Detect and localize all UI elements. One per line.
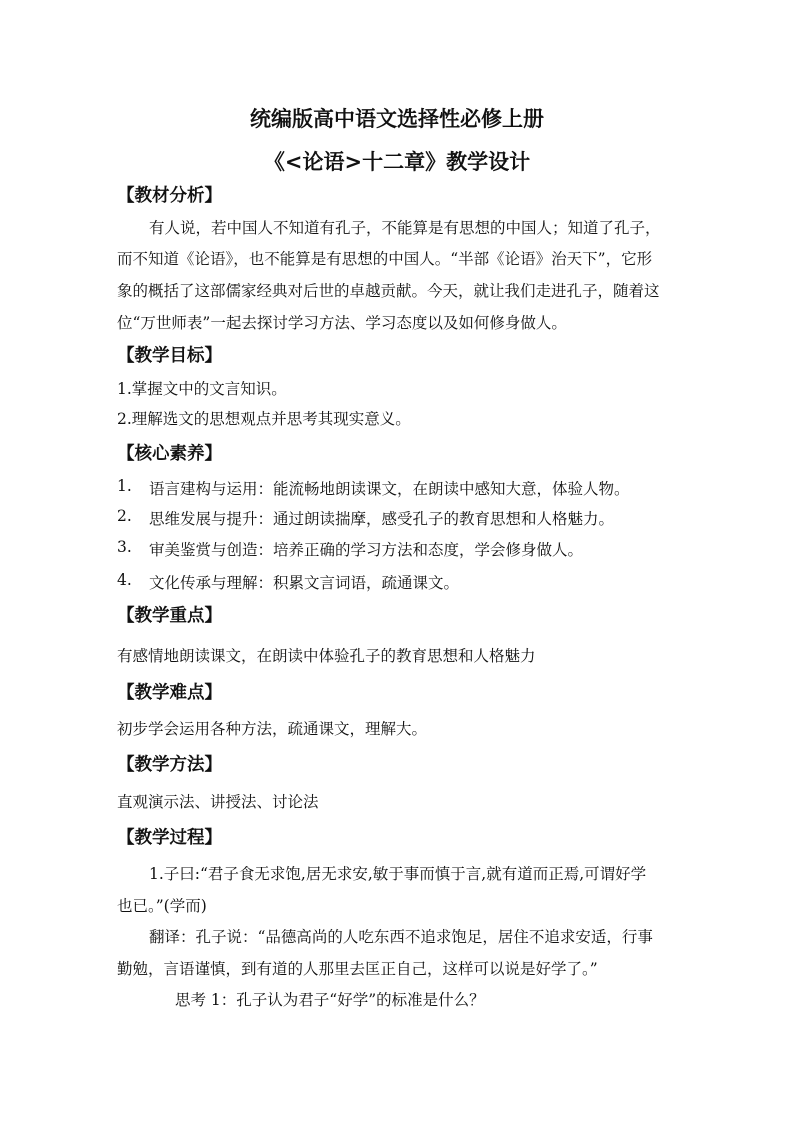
translation-line-1: 翻译：孔子说：“品德高尚的人吃东西不追求饱足，居住不追求安适，行事 [149,928,653,946]
quote-line-1: 1.子曰:“君子食无求饱,居无求安,敏于事而慎于言,就有道而正焉,可谓好学 [149,865,647,883]
analysis-line-3: 象的概括了这部儒家经典对后世的卓越贡献。今天，就让我们走进孔子，随着这 [117,282,660,300]
translation-line-2: 勤勉，言语谨慎，到有道的人那里去匡正自己，这样可以说是好学了。” [117,960,598,978]
section-heading-literacy: 【核心素养】 [117,444,222,464]
literacy-item-2-number: 2. [117,507,132,525]
literacy-item-3-text: 审美鉴赏与创造：培养正确的学习方法和态度，学会修身做人。 [149,541,584,559]
section-heading-key-points: 【教学重点】 [117,606,222,626]
document-title: 统编版高中语文选择性必修上册 [250,107,544,131]
section-heading-process: 【教学过程】 [117,828,222,848]
goal-item-1: 1.掌握文中的文言知识。 [117,380,287,398]
difficulties-text: 初步学会运用各种方法，疏通课文，理解大。 [117,720,428,738]
think-question-1: 思考 1：孔子认为君子“好学”的标准是什么？ [175,991,485,1009]
quote-line-2: 也已。”(学而) [117,897,207,915]
literacy-item-4-text: 文化传承与理解：积累文言词语，疏通课文。 [149,574,460,592]
key-points-text: 有感情地朗读课文，在朗读中体验孔子的教育思想和人格魅力 [117,647,536,665]
literacy-item-3-number: 3. [117,538,132,556]
methods-text: 直观演示法、讲授法、讨论法 [117,793,319,811]
section-heading-difficulties: 【教学难点】 [117,683,222,703]
section-heading-analysis: 【教材分析】 [117,186,222,206]
literacy-item-2-text: 思维发展与提升：通过朗读揣摩，感受孔子的教育思想和人格魅力。 [149,510,615,528]
analysis-line-4: 位“万世师表”一起去探讨学习方法、学习态度以及如何修身做人。 [117,314,567,332]
literacy-item-4-number: 4. [117,571,132,589]
goal-item-2: 2.理解选文的思想观点并思考其现实意义。 [117,410,411,428]
section-heading-methods: 【教学方法】 [117,755,222,775]
literacy-item-1-number: 1. [117,477,132,495]
section-heading-goals: 【教学目标】 [117,346,222,366]
document-subtitle: 《<论语>十二章》教学设计 [263,150,531,174]
literacy-item-1-text: 语言建构与运用：能流畅地朗读课文，在朗读中感知大意，体验人物。 [149,480,630,498]
analysis-line-1: 有人说，若中国人不知道有孔子，不能算是有思想的中国人；知道了孔子， [149,219,661,237]
analysis-line-2: 而不知道《论语》，也不能算是有思想的中国人。“半部《论语》治天下”，它形 [117,250,653,268]
